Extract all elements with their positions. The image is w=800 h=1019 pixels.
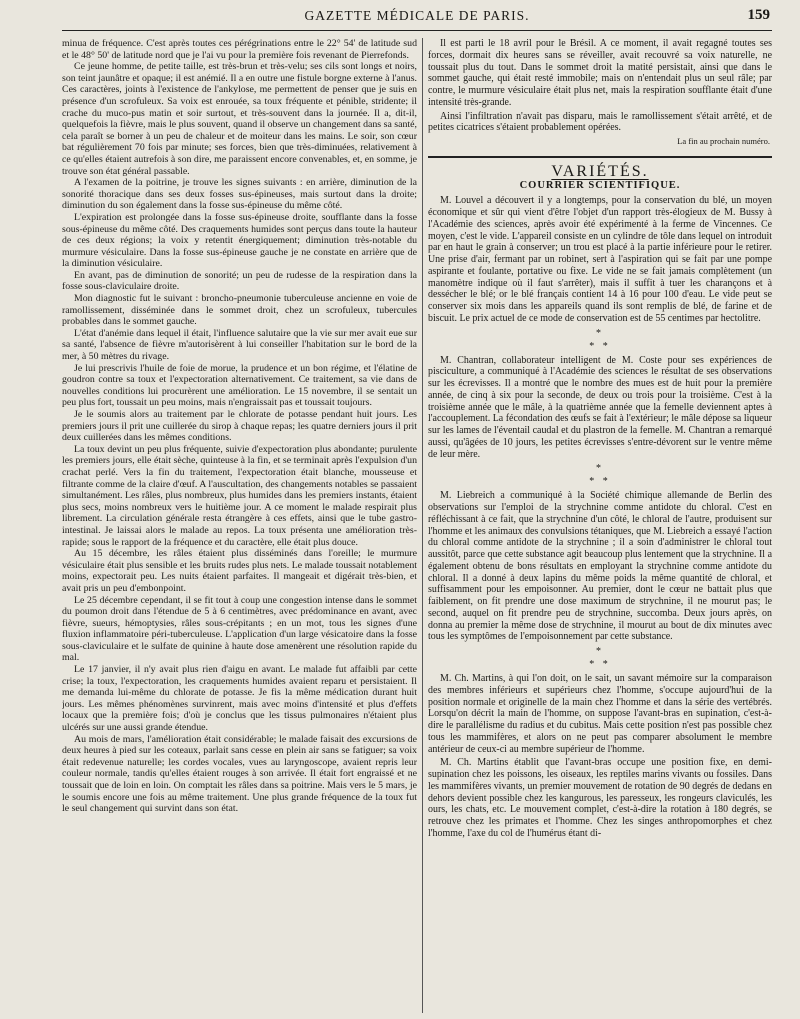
column-divider — [422, 38, 423, 1013]
article-paragraph: Je lui prescrivis l'huile de foie de morue, la prudence et un bon régime, et l'élatine de goudron contre sa toux et l'expectoration alternativement. Ce traitement, sa vie dans de nouvelles conditions lui procurèrent une amélioration. Le 15 novembre, il se sentait un peu plus fort, toussait un peu moins, mais n'engraissait pas et toussait toujours. — [62, 362, 417, 409]
article-paragraph: Le 25 décembre cependant, il se fit tout à coup une congestion intense dans le sommet du poumon droit dans l'étendue de 5 à 6 centimètres, avec prédominance en avant, avec fièvre, sueurs, hémoptysies, râles sous-crépitants ; en un mot, tous les signes d'une fluxion inflammatoire péri-tuberculeuse. L'application d'un large vésicatoire dans la fosse sous-claviculaire et le sulfate de quinine à haute dose amenèrent une résolution rapide du mal. — [62, 594, 417, 664]
asterism-separator: * * * — [589, 646, 611, 670]
article-paragraph: minua de fréquence. C'est après toutes ces pérégrinations entre le 22° 54' de latitude sud et le 48° 50' de latitude nord que je l'ai vu pour la première fois revenant de Pierrefonds. — [62, 38, 417, 61]
article-paragraph: Je le soumis alors au traitement par le chlorate de potasse pendant huit jours. Les premiers jours il prit une cuillerée du sirop à chaque repas; les quatre derniers jours il prit deux cuillerées dans les mêmes conditions. — [62, 409, 417, 444]
subsection-title: COURRIER SCIENTIFIQUE. — [519, 179, 681, 191]
left-column — [62, 38, 417, 1013]
section-title: VARIÉTÉS. — [551, 162, 649, 180]
article-paragraph: Au 15 décembre, les râles étaient plus disséminés dans l'oreille; le murmure vésiculaire était plus sensible et les bruits rudes plus nets. Le malade toussait notablement moins, expectorait peu. Les nuits étaient parfaites. Il mangeait et digérait très-bien, et avait pris un peu d'embonpoint. — [62, 548, 417, 594]
page-number: 159 — [747, 7, 770, 23]
article-paragraph: En avant, pas de diminution de sonorité; un peu de rudesse de la respiration dans la fosse sous-claviculaire droite. — [62, 269, 417, 293]
publication-title: GAZETTE MÉDICALE DE PARIS. — [304, 8, 530, 23]
article-paragraph: Le 17 janvier, il n'y avait plus rien d'aigu en avant. Le malade fut affaibli par cette crise; la toux, l'expectoration, les craquements humides avaient reparu et persistaient. Il me demanda lui-même du chlorate de potasse. Je fis la même médication durant huit jours. Les mêmes phénomènes survinrent, mais avec moins d'intensité et plus d'effets locaux que la première fois; d'où je conclus que les tissus pulmonaires n'étaient plus ulcérés sur une aussi grande étendue. — [62, 664, 417, 734]
continuation-note: La fin au prochain numéro. — [677, 136, 770, 146]
article-paragraph: L'état d'anémie dans lequel il était, l'influence salutaire que la vie sur mer avait eue sur sa santé, l'absence de fièvre m'autorisèrent à lui conseiller l'habitation sur le bord de la mer, à 50 mètres du rivage. — [62, 327, 417, 363]
asterism-separator: * * * — [589, 463, 611, 488]
article-paragraph: L'expiration est prolongée dans la fosse sus-épineuse droite, soufflante dans la fosse sous-épineuse du même côté. Des craquements humides sont perçus dans toute la hauteur de ces deux régions; la voix y retentit énergiquement; diminution très-notable du murmure vésiculaire. Dans la fosse sus-épineuse gauche je ne constate en arrière que de la diminution vésiculaire. — [62, 211, 417, 270]
article-paragraph: La toux devint un peu plus fréquente, suivie d'expectoration plus abondante; purulente les premiers jours, elle était sèche, quinteuse à la fin, et se terminait après l'expulsion d'un crachat perlé. Vers la fin du traitement, l'expectoration était blanche, mousseuse et filtrante comme de la claire d'œuf. A l'auscultation, des changements notables se passaient simultanément. Les râles, plus nombreux, plus humides dans les premiers instants, étaient plus secs, moins nombreux vers le huitième jour. A ce moment le malade respirait plus librement. La circulation générale resta étrangère à ces effets, ainsi que le tube gastro-intestinal. Je laissai alors le malade au repos. La toux présenta une amélioration très-rapide; sous le rapport de la fréquence et du caractère, elle était plus douce. — [62, 443, 417, 548]
article-paragraph: Il est parti le 18 avril pour le Brésil. A ce moment, il avait regagné toutes ses forces, dormait dix heures sans se réveiller, avait recouvré sa voix naturelle, ne toussait plus du tout. Dans le sommet droit la matité persistait, ainsi que dans le sommet gauche, qui était resté immobile; mais on n'entendait plus un seul râle; par contre, le murmure vésiculaire était plus net, mais la respiration soufflante était d'une intensité très-grande. — [428, 38, 772, 108]
asterism-separator: * * * — [589, 327, 611, 352]
article-paragraph: Mon diagnostic fut le suivant : broncho-pneumonie tuberculeuse ancienne en voie de ramollissement, disséminée dans le sommet droit, chez un scrofuleux, tubercules probables dans le sommet gauche. — [62, 293, 417, 328]
article-paragraph: Au mois de mars, l'amélioration était considérable; le malade faisait des excursions de deux heures à pied sur les coteaux, parlait sans cesse en plein air sans se fatiguer; sa voix était redevenue naturelle; les cordes vocales, vues au laryngoscope, avaient repris leur couleur normale, tandis qu'elles étaient rouges à son arrivée. Il était fort engraissé et ne toussait que de loin en loin. On comptait les râles dans sa poitrine. Mais vers le 5 mars, je le soumis encore une fois au même traitement. Une plus grande fréquence de la toux fut le seul changement qui survint dans son état. — [62, 733, 417, 815]
right-column — [428, 38, 772, 1013]
article-paragraph: Ainsi l'infiltration n'avait pas disparu, mais le ramollissement s'était arrêté, et de petites cicatrices s'étaient probablement opérées. — [428, 110, 772, 134]
article-paragraph: Ce jeune homme, de petite taille, est très-brun et très-velu; ses cils sont longs et noirs, son teint jaunâtre et opaque; il est anémié. Il a en outre une fistule borgne externe à l'anus. Ces caractères, joints à l'existence de l'ankylose, me permettent de penser que je suis en présence d'un scrofuleux. Sa voix est enrouée, sa toux fréquente et pénible, stridente; il crache du muco-pus matin et soir surtout, et très-souvent dans la journée. Il a, dit-il, quelquefois la fièvre, mais le plus souvent, quand il observe un changement dans sa santé, cela paraît se borner à un peu de chaleur et de moiteur dans les mains. Le soir, son cœur bat régulièrement 70 fois par minute; ses forces, bien que très-diminuées, relativement à ce qu'elles étaient autrefois à son dire, me paraissent encore convenables, et, en somme, je trouve son état général passable. — [62, 61, 417, 177]
article-paragraph: A l'examen de la poitrine, je trouve les signes suivants : en arrière, diminution de la sonorité thoracique dans ses deux fosses sus-épineuses, mais surtout dans la droite; diminution du son également dans la fosse sus-épineuse du même côté. — [62, 177, 417, 212]
news-item: M. Ch. Martins, à qui l'on doit, on le sait, un savant mémoire sur la comparaison des membres inférieurs et supérieurs chez l'homme, s'occupe aujourd'hui de la position normale et originelle de la main chez l'homme et dans la série des vertébrés. Lorsqu'on décrit la main de l'homme, on suppose l'avant-bras en supination, c'est-à-dire le parallélisme du radius et du cubitus. Mais cette position n'est pas possible chez tous les mammifères, et alors on ne peut pas comparer absolument le membre antérieur de ceux-ci au membre supérieur de l'homme. — [428, 673, 772, 755]
news-item: M. Liebreich a communiqué à la Société chimique allemande de Berlin des observations sur l'emploi de la strychnine comme antidote du chloral. C'est en réfléchissant à ce fait, que la strychnine d'un côté, le chloral de l'autre, produisent sur l'homme et les animaux des convulsions tétaniques, que M. Liebreich a essayé l'action du chloral comme antidote de la strychnine ; il a soin d'administrer le chloral tout aussitôt, parce que cette substance agit beaucoup plus lentement que la strychnine. Il a également obtenu de bons résultats en employant la strychnine comme antidote du chloral. Il a donné à deux lapins du même poids la même quantité de chloral, et suffisamment pour les empoisonner. Au premier, dont le cœur ne battait plus que faiblement, on fit prendre une dose maximum de strychnine, il ne mourut pas; le second, auquel on fit prendre peu de strychnine, succomba. Deux jours après, on donna au premier la même dose de strychnine, il mourut au bout de dix minutes avec tous les symptômes de l'empoisonnement par cette substance. — [428, 490, 772, 643]
section-divider — [428, 156, 772, 158]
news-item: M. Ch. Martins établit que l'avant-bras occupe une position fixe, en demi-supination chez les poissons, les oiseaux, les reptiles marins vivants ou fossiles. Dans les mammifères vivants, un premier mouvement de rotation de 90 degrés de dedans en dehors devient possible chez les kangurous, les paresseux, les rongeurs claviculés, les ours, les chats, etc. Le mouvement complet, c'est-à-dire la rotation à 180 degrés, se retrouve chez les primates et l'homme. Chez les singes anthropomorphes et chez l'homme, l'axe du col de l'humérus étant di- — [428, 757, 772, 839]
news-item: M. Louvel a découvert il y a longtemps, pour la conservation du blé, un moyen économique et sûr qui vient d'être l'objet d'un rapport très-élogieux de M. Bussy à l'Académie des sciences, après avoir été expérimenté à la ferme de Vincennes. Ce moyen, c'est le vide. L'appareil consiste en un cylindre de tôle dans lequel on introduit par en haut le grain à conserver; un trou est placé à la partie inférieure pour le retirer. Une prise d'air, fermant par un robinet, sert à l'aspiration qui se fait par une pompe aspirante et foulante, portative ou fixe. Le vide ne se fait jamais complètement (un manomètre indique où il faut s'arrêter), mais il suffit à tuer les charançons et à dessécher le blé; or le blé français contient 14 à 16 pour 100 d'eau. Le vide peut se conserver six mois dans les appareils quand ils sont remplis de blé, de farine et de biscuit. Le prix actuel de ce mode de conservation est de 55 centimes par hectolitre. — [428, 195, 772, 324]
running-header — [62, 6, 772, 31]
news-item: M. Chantran, collaborateur intelligent de M. Coste pour ses expériences de pisciculture, a communiqué à l'Académie des sciences le résultat de ses observations sur les écrevisses. Il a montré que le nombre des mues est de huit pour la première année, de cinq à six pour la seconde, de deux ou trois pour la troisième. C'est à la troisième année que le mâle, à la quatrième année que la femelle deviennent aptes à l'accouplement. La fécondation des œufs se fait à l'extérieur; le mâle dépose sa liqueur sur les lames de l'éventail caudal et du plastron de la femelle. M. Chantran a remarqué aussi, qu'âgées de 10 jours, les petites écrevisses s'entre-dévorent sur le ventre même de leur mère. — [428, 354, 772, 460]
